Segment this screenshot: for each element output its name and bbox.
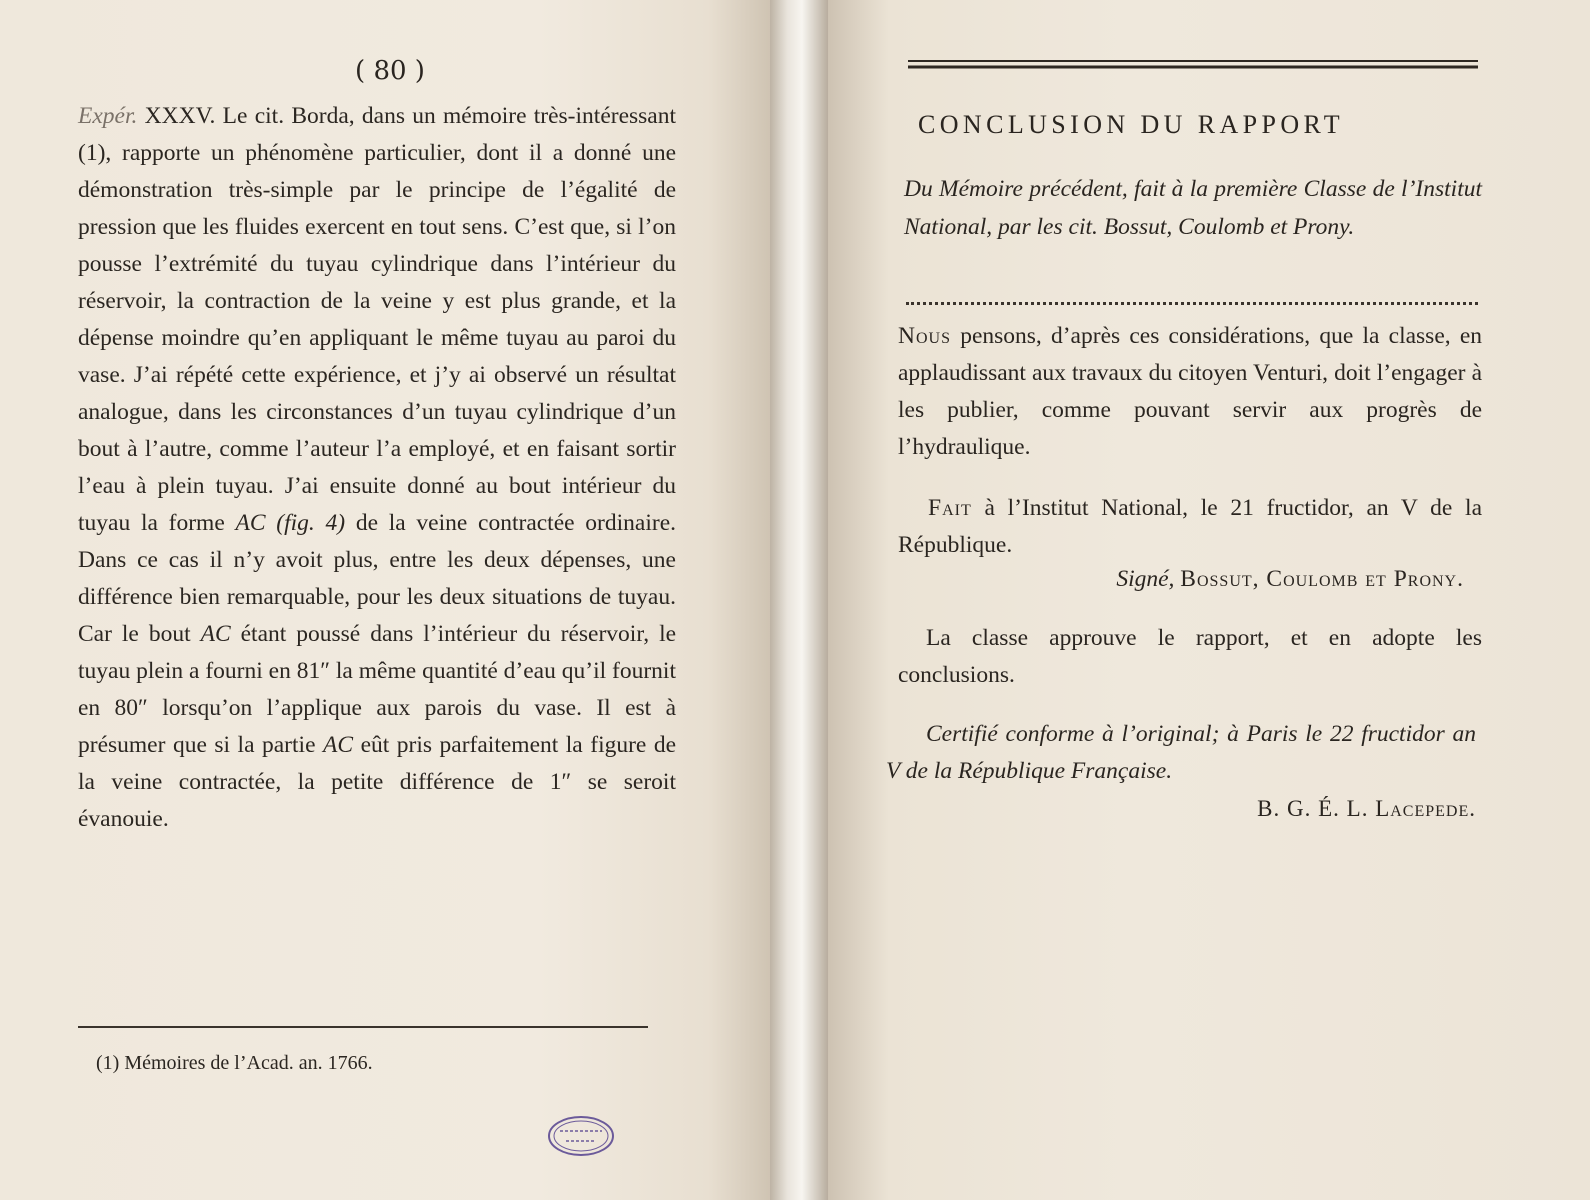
signatories-line	[1016, 566, 1464, 593]
body-text-part-c: étant poussé dans l’intérieur du réservoir, le tuyau plein a fourni en 81″ la même quantité d’eau qu’il fournit en 80″ lorsqu’on l’applique aux parois du vase. Il est à présumer que si la partie	[78, 621, 677, 758]
secretary-signature: B. G. É. L. Lacepede.	[1257, 796, 1476, 821]
figure-reference: AC (fig. 4)	[235, 510, 346, 536]
conclusion-heading: CONCLUSION DU RAPPORT	[918, 110, 1344, 139]
conclusion-paragraph	[898, 318, 1482, 466]
certification-body: Certifié conforme à l’original; à Paris le 22 fructidor an V de la République Française.	[886, 721, 1476, 784]
paragraph-lead: Fait	[928, 495, 972, 521]
page-number: ( 80 )	[355, 56, 425, 86]
signatory-names: Bossut, Coulomb et Prony.	[1180, 566, 1464, 592]
body-text-part-d: eût pris parfaitement la figure de la veine contractée, la petite différence de 1″ se seroit évanouie.	[78, 732, 677, 832]
paragraph-lead: Nous	[898, 323, 951, 349]
fait-paragraph	[898, 490, 1482, 564]
double-rule	[908, 58, 1478, 70]
ac-reference: AC	[323, 732, 354, 758]
dotted-separator	[906, 302, 1478, 305]
paragraph-text: pensons, d’après ces considérations, que la classe, en applaudissant aux travaux du citoyen Venturi, doit l’engager à les publier, comme pouvant servir aux progrès de l’hydraulique.	[898, 323, 1483, 460]
approval-paragraph: La classe approuve le rapport, et en adopte les conclusions.	[898, 625, 1482, 688]
signed-label: Signé,	[1116, 566, 1175, 592]
footnote-rule	[78, 1026, 648, 1028]
library-stamp-icon	[546, 1114, 616, 1158]
footnote: (1) Mémoires de l’Acad. an. 1766.	[96, 1052, 373, 1074]
memoire-subtitle: Du Mémoire précédent, fait à la première Classe de l’Institut National, par les cit. Bossut, Coulomb et Prony.	[904, 176, 1482, 240]
ac-reference: AC	[200, 621, 231, 647]
experiment-label: Expér.	[78, 103, 138, 129]
body-text-part-a: Le cit. Borda, dans un mémoire très-intéressant (1), rapporte un phénomène particulier, dont il a donné une démonstration très-simple par le principe de l’égalité de pression que les fluides exercent en tout sens. C’est que, si l’on pousse l’extrémité du tuyau cylindrique dans l’intérieur du réservoir, la contraction de la veine y est plus grande, et la dépense moindre qu’en appliquant le même tuyau au paroi du vase. J’ai répété cette expérience, et j’y ai observé un résultat analogue, dans les circonstances d’un tuyau cylindrique d’un bout à l’autre, comme l’auteur l’a employé, et en faisant sortir l’eau à plein tuyau. J’ai ensuite donné au bout intérieur du tuyau la forme	[78, 103, 677, 536]
left-body-text	[78, 98, 676, 838]
body-text-part-b: de la veine contractée ordinaire. Dans ce cas il n’y avoit plus, entre les deux dépenses, une différence bien remarquable, pour les deux situations de tuyau. Car le bout	[78, 510, 677, 647]
experiment-number: XXXV.	[144, 103, 216, 129]
paragraph-text: à l’Institut National, le 21 fructidor, an V de la République.	[898, 495, 1483, 558]
certification-text	[886, 716, 1476, 790]
book-gutter	[770, 0, 828, 1200]
